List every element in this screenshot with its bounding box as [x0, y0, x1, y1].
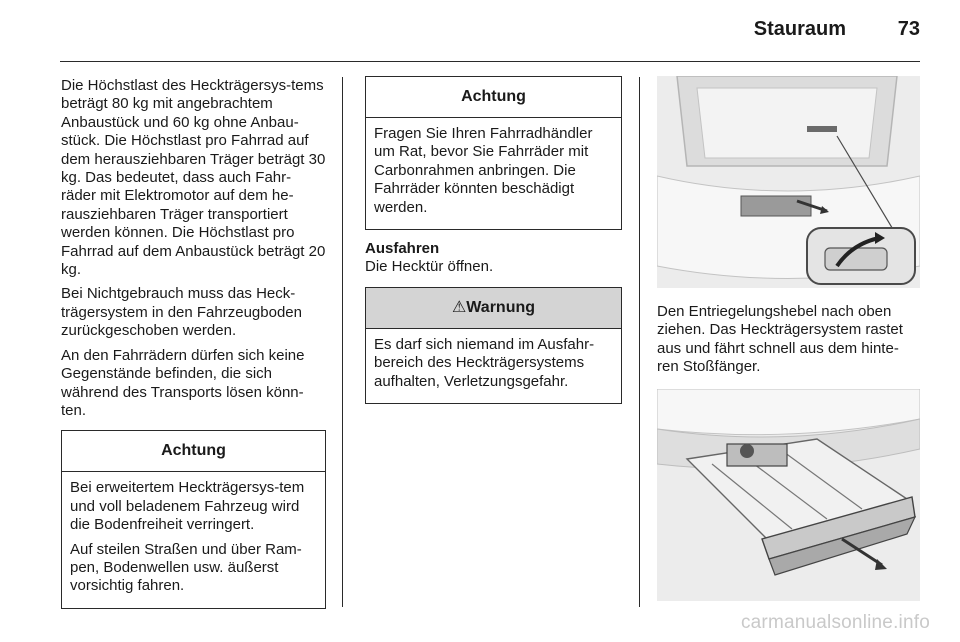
caution-box-body — [366, 118, 621, 229]
caution-text: Auf steilen Straßen und über Ram-pen, Bodenwellen usw. äußerst vorsichtig fahren. — [70, 540, 302, 595]
figure-bumper-release — [657, 76, 920, 288]
warning-text: Es darf sich niemand im Ausfahr-bereich des Heckträgersystems aufhalten, Verletzungsgefahr. — [374, 335, 595, 390]
column-divider-2 — [639, 77, 640, 607]
section-heading: Ausfahren — [365, 240, 440, 258]
column-3 — [657, 76, 920, 601]
warning-triangle-icon: ⚠ — [451, 298, 467, 316]
caution-text: Bei erweitertem Heckträgersys-tem und voll beladenem Fahrzeug wird die Bodenfreiheit verringert. — [70, 479, 305, 534]
watermark-logo: carmanualsonline.info — [740, 612, 930, 633]
caution-box-title: Achtung — [62, 431, 325, 472]
caution-box — [365, 76, 622, 230]
warning-box-body — [366, 329, 621, 403]
page-title: Stauraum — [753, 18, 846, 40]
column-1 — [61, 77, 326, 619]
caution-box-body — [62, 472, 325, 607]
figure-caption: Den Entriegelungshebel nach oben ziehen. Das Heckträgersystem rastet aus und fährt schnell aus dem hinte-ren Stoßfänger. — [657, 303, 903, 376]
figure-extended-carrier — [657, 389, 920, 601]
warning-box — [365, 287, 622, 404]
warning-box-header — [366, 288, 621, 329]
caution-box — [61, 430, 326, 608]
body-paragraph: Die Höchstlast des Heckträgersys-tems beträgt 80 kg mit angebrachtem Anbaustück und 60 kg ohne Anbau-stück. Die Höchstlast pro Fahrrad auf dem herausziehbaren Träger beträgt 30 kg. Das bedeutet, dass auch Fahr-räder mit Elektromotor auf dem he-rausziehbaren Träger transportiert werden können. Die Höchstlast pro Fahrrad auf dem Anbaustück beträgt 20 kg. — [61, 77, 326, 279]
body-paragraph: Die Hecktür öffnen. — [365, 258, 494, 276]
page-number: 73 — [897, 18, 920, 40]
column-2 — [365, 76, 622, 414]
warning-box-title: Warnung — [466, 298, 536, 316]
header-divider — [60, 61, 920, 62]
column-divider-1 — [342, 77, 343, 607]
body-paragraph: An den Fahrrädern dürfen sich keine Gegenstände befinden, die sich während des Transports lösen könn-ten. — [61, 346, 305, 419]
bumper-release-illustration — [657, 76, 920, 288]
caution-text: Fragen Sie Ihren Fahrradhändler um Rat, bevor Sie Fahrräder mit Carbonrahmen anbringen. Die Fahrräder könnten beschädigt werden. — [374, 125, 593, 216]
caution-box-title: Achtung — [366, 77, 621, 118]
extended-carrier-illustration — [657, 389, 920, 601]
body-paragraph: Bei Nichtgebrauch muss das Heck-trägersystem in den Fahrzeugboden zurückgeschoben werden. — [61, 285, 302, 340]
